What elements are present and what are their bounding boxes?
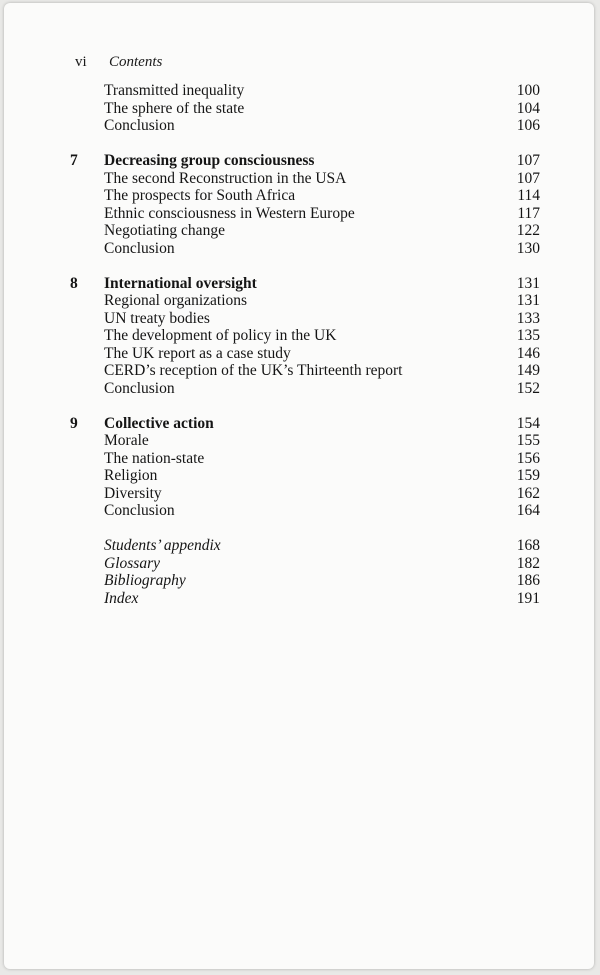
toc-entry-page-number: 114 <box>517 187 540 204</box>
toc-entry-page-number: 164 <box>516 502 540 519</box>
toc-entry-title: Religion <box>104 467 158 484</box>
toc-entry-page-number: 131 <box>516 292 540 309</box>
toc-entry <box>70 310 540 328</box>
toc-entry-title: Morale <box>104 432 149 449</box>
toc-entry <box>70 170 540 188</box>
toc-entry-page-number: 146 <box>516 344 540 362</box>
toc-entry-title: The sphere of the state <box>104 99 245 117</box>
toc-entry-title: The UK report as a case study <box>104 344 291 362</box>
toc-entry <box>70 117 540 135</box>
toc-entry-title: CERD’s reception of the UK’s Thirteenth report <box>104 362 403 379</box>
toc-entry-title: Glossary <box>104 554 160 572</box>
toc-entry-page-number: 168 <box>516 537 540 554</box>
toc-entry-title: The nation-state <box>104 449 205 467</box>
toc-entry-page-number: 130 <box>516 239 540 257</box>
toc-entry-title: Bibliography <box>104 572 186 589</box>
toc-entry-page-number: 135 <box>516 327 540 344</box>
toc-entry-page-number: 186 <box>516 572 540 589</box>
toc-entry <box>70 362 540 380</box>
toc-entry-page-number: 107 <box>516 169 540 187</box>
toc-entry-page-number: 156 <box>516 449 540 467</box>
toc-entry-page-number: 117 <box>517 204 540 222</box>
section-gap <box>70 135 540 153</box>
toc-entry-title: Regional organizations <box>104 292 248 309</box>
running-title: Contents <box>109 54 163 70</box>
toc-entry <box>70 485 540 503</box>
toc-entry-page-number: 159 <box>516 467 540 484</box>
page-folio: vi <box>75 54 87 70</box>
section-gap <box>70 397 540 415</box>
toc-entry-page-number: 104 <box>516 99 540 117</box>
toc-entry-title: Negotiating change <box>104 222 225 239</box>
toc-entry-title: Diversity <box>104 484 162 502</box>
toc-entry <box>70 432 540 450</box>
section-gap <box>70 257 540 275</box>
toc-entry <box>70 222 540 240</box>
toc-entry <box>70 187 540 205</box>
toc-entry-title: Students’ appendix <box>104 537 221 554</box>
toc-entry-title: Ethnic consciousness in Western Europe <box>104 204 355 222</box>
chapter-page-number: 154 <box>516 414 540 432</box>
toc-entry-page-number: 152 <box>516 379 540 397</box>
toc-entry-title: Conclusion <box>104 502 175 519</box>
toc-entry <box>70 240 540 258</box>
section-gap <box>70 520 540 538</box>
chapter-title: International oversight <box>104 274 257 292</box>
toc-entry-page-number: 100 <box>516 82 540 99</box>
chapter-page-number: 107 <box>516 152 540 169</box>
toc-entry-title: Index <box>104 589 139 607</box>
toc-entry-page-number: 106 <box>516 117 540 134</box>
toc-entry <box>70 100 540 118</box>
toc-entry <box>70 82 540 100</box>
toc-entry <box>70 380 540 398</box>
toc-entry-page-number: 162 <box>516 484 540 502</box>
toc-entry-title: Conclusion <box>104 379 175 397</box>
toc-entry-title: Conclusion <box>104 239 175 257</box>
toc-entry-page-number: 149 <box>516 362 540 379</box>
chapter-number: 7 <box>70 152 78 169</box>
toc-entry <box>70 450 540 468</box>
toc-entry-title: Transmitted inequality <box>104 82 245 99</box>
book-page <box>4 3 594 969</box>
chapter-number: 8 <box>70 274 78 292</box>
chapter-heading <box>70 415 540 433</box>
chapter-title: Collective action <box>104 414 214 432</box>
toc-entry-page-number: 182 <box>516 554 540 572</box>
toc-entry-title: The prospects for South Africa <box>104 187 296 204</box>
chapter-title: Decreasing group consciousness <box>104 152 315 169</box>
chapter-page-number: 131 <box>516 274 540 292</box>
toc-entry <box>70 205 540 223</box>
toc-entry <box>70 467 540 485</box>
running-header <box>75 54 162 71</box>
toc-entry <box>70 555 540 573</box>
toc-entry <box>70 502 540 520</box>
toc-entry <box>70 572 540 590</box>
toc-entry-page-number: 191 <box>516 589 540 607</box>
toc-entry <box>70 292 540 310</box>
toc-entry-title: The second Reconstruction in the USA <box>104 169 347 187</box>
toc-entry-page-number: 155 <box>516 432 540 449</box>
toc-entry <box>70 590 540 608</box>
toc-entry <box>70 327 540 345</box>
toc-entry-title: Conclusion <box>104 117 175 134</box>
toc-entry <box>70 537 540 555</box>
toc-entry-page-number: 122 <box>516 222 540 239</box>
table-of-contents <box>70 82 540 607</box>
toc-entry-page-number: 133 <box>516 309 540 327</box>
chapter-heading <box>70 275 540 293</box>
toc-entry <box>70 345 540 363</box>
chapter-heading <box>70 152 540 170</box>
chapter-number: 9 <box>70 414 78 432</box>
toc-entry-title: UN treaty bodies <box>104 309 210 327</box>
toc-entry-title: The development of policy in the UK <box>104 327 337 344</box>
